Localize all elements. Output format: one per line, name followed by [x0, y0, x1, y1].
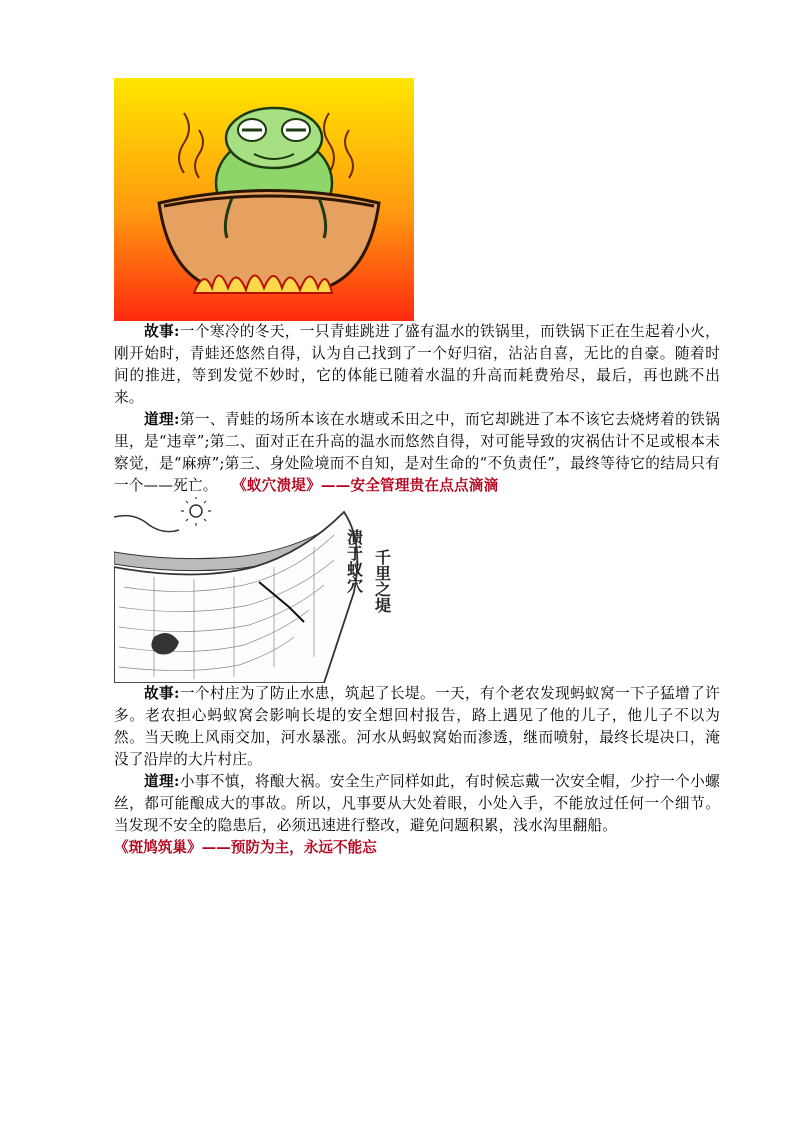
ant-nest-dike-illustration	[114, 497, 414, 683]
document-page	[114, 78, 720, 859]
story-text-2: 一个村庄为了防止水患，筑起了长堤。一天，有个老农发现蚂蚁窝一下子猛增了许多。老农担心蚂蚁窝会影响长堤的安全想回村报告，路上遇见了他的儿子，他儿子不以为然。当天晚上风雨交加，河水暴涨。河水从蚂蚁窝始而渗透，继而喷射，最终长堤决口，淹没了沿岸的大片村庄。	[114, 685, 720, 768]
caption-column-1: 溃于蚁穴	[344, 529, 364, 593]
moral-label-2: 道理:	[144, 773, 180, 790]
moral-paragraph-2	[114, 771, 720, 837]
moral-paragraph-1	[114, 409, 720, 497]
story-label-1: 故事:	[144, 323, 180, 340]
story-paragraph-1	[114, 321, 720, 409]
caption-column-2: 千里之堤	[372, 549, 392, 613]
section-title-line	[114, 837, 720, 859]
story-text-1: 一个寒冷的冬天，一只青蛙跳进了盛有温水的铁锅里，而铁锅下正在生起着小火，刚开始时，青蛙还悠然自得，认为自己找到了一个好归宿，沾沾自喜，无比的自豪。随着时间的推进，等到发觉不妙时，它的体能已随着水温的升高而耗费殆尽，最后，再也跳不出来。	[114, 323, 720, 406]
section-title-ant-nest: 《蚁穴溃堤》——安全管理贵在点点滴滴	[232, 477, 499, 494]
frog-in-boiling-pot-illustration	[114, 78, 414, 321]
story-label-2: 故事:	[144, 685, 180, 702]
moral-text-2: 小事不慎，将酿大祸。安全生产同样如此，有时候忘戴一次安全帽，少拧一个小螺丝，都可能酿成大的事故。所以，凡事要从大处着眼，小处入手，不能放过任何一个细节。当发现不安全的隐患后，必须迅速进行整改，避免问题积累，浅水沟里翻船。	[114, 773, 720, 834]
moral-label-1: 道理:	[144, 411, 180, 428]
moral-text-1: 第一、青蛙的场所本该在水塘或禾田之中，而它却跳进了本不该它去烧烤着的铁锅里，是“违章”;第二、面对正在升高的温水而悠然自得，对可能导致的灾祸估计不足或根本未察觉，是“麻痹”;第三、身处险境而不自知，是对生命的“不负责任”，最终等待它的结局只有一个——死亡。	[114, 411, 720, 494]
story-paragraph-2	[114, 683, 720, 771]
section-title-turtledove: 《斑鸠筑巢》——预防为主，永远不能忘	[114, 839, 377, 856]
